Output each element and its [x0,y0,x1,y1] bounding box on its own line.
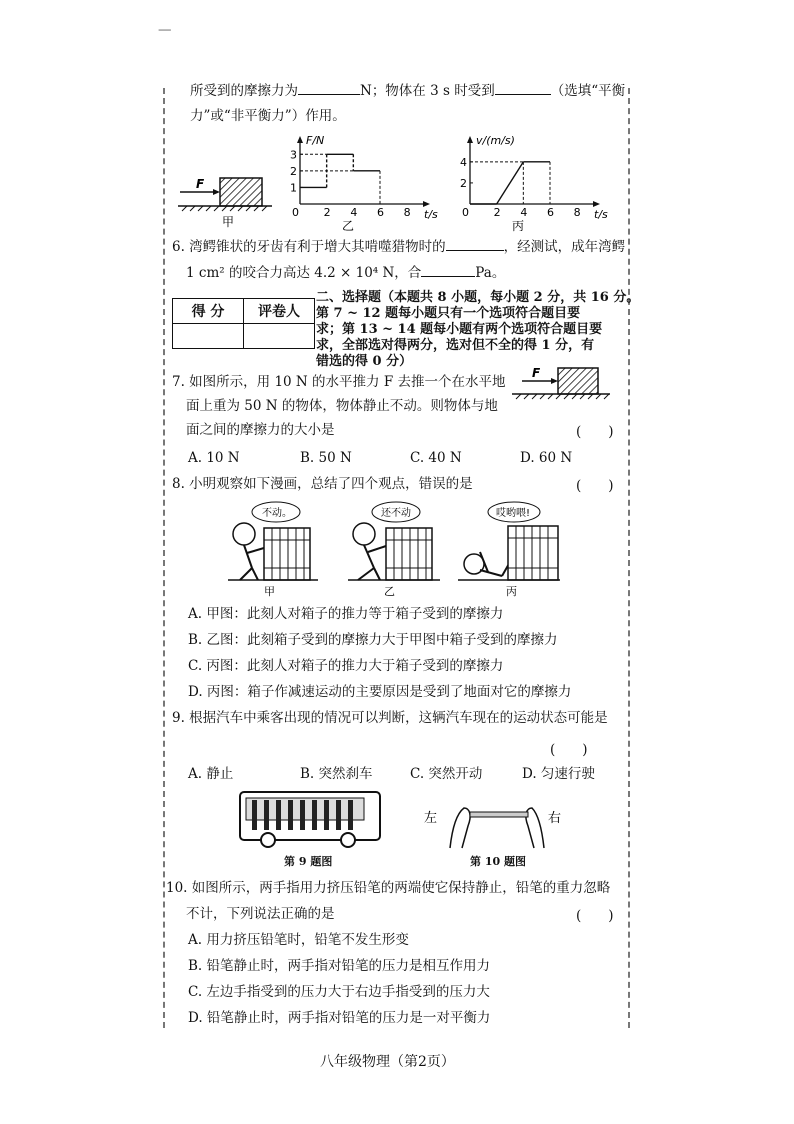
q7-line2: 面上重为 50 N 的物体，物体静止不动。则物体与地 [186,398,498,414]
bus-wheel [261,833,275,847]
section2-line1: 二、选择题（本题共 8 小题，每小题 2 分，共 16 分。 [316,290,640,305]
blank [298,80,360,95]
q9-option-c[interactable]: C. 突然开动 [410,766,483,782]
crate [386,528,432,580]
right-margin-line [628,88,630,1028]
panel-label: 甲 [264,585,275,598]
score-header: 得 分 [173,299,244,324]
q10-caption: 第 10 题图 [470,855,526,868]
x-tick-label: 0 [292,206,299,219]
chart-title: 丙 [512,219,525,233]
q7-option-a[interactable]: A. 10 N [188,450,240,466]
x-tick-label: 8 [403,206,411,219]
pencil [470,812,528,817]
person-leg [252,568,258,580]
fig-label-jia: 甲 [222,215,235,229]
q9-option-a[interactable]: A. 静止 [188,766,234,782]
series-segment [497,162,524,204]
q8-option-a[interactable]: A. 甲图：此刻人对箱子的推力等于箱子受到的摩擦力 [188,606,504,622]
panel-label: 乙 [384,585,395,598]
left-label: 左 [424,811,438,826]
q7-line3: 面之间的摩擦力的大小是 [186,422,335,438]
page-footer: 八年级物理（第2页） [320,1054,455,1070]
q5-line1: 所受到的摩擦力为 N；物体在 3 s 时受到 （选填“平衡 [190,80,625,101]
q7-option-b[interactable]: B. 50 N [300,450,352,466]
person-leg [374,568,380,580]
q7-option-d[interactable]: D. 60 N [520,450,573,466]
person-leg [240,568,252,580]
chart-title: 乙 [342,219,355,233]
q8-answer-paren[interactable]: ( ) [576,478,614,494]
bus-wheel [341,833,355,847]
grader-header: 评卷人 [244,299,315,324]
q9-option-d[interactable]: D. 匀速行驶 [522,766,595,782]
section2-line2: 第 7 ~ 12 题每小题只有一个选项符合题目要 [316,306,581,321]
panel-label: 丙 [506,585,517,598]
grader-cell[interactable] [244,324,315,349]
q7-line1: 7. 如图所示，用 10 N 的水平推力 F 去推一个在水平地 [172,374,506,390]
y-axis-label: v/(m/s) [476,134,515,147]
y-axis-arrow [467,136,473,143]
bubble-text: 哎哟喂! [496,508,531,519]
q10-option-d[interactable]: D. 铅笔静止时，两手指对铅笔的压力是一对平衡力 [188,1010,491,1026]
person-head [233,523,255,545]
section2-line5: 错选的得 0 分） [316,354,413,369]
chart-force-time [278,134,448,234]
x-axis-label: t/s [424,208,438,221]
q8-stem: 8. 小明观察如下漫画，总结了四个观点，错误的是 [172,476,473,492]
q7-figure [510,366,614,406]
cartoon-panel-jia [228,502,318,598]
cartoon-panel-bing [458,502,560,598]
q9-bus-figure [236,788,386,852]
bubble-text: 不动。 [262,508,292,519]
q10-option-c[interactable]: C. 左边手指受到的压力大于右边手指受到的压力大 [188,984,490,1000]
q10-option-a[interactable]: A. 用力挤压铅笔时，铅笔不发生形变 [188,932,409,948]
q5-figure-jia [176,170,276,230]
section2-line4: 求，全部选对得两分，选对但不全的得 1 分，有 [316,338,595,353]
left-margin-line [163,88,165,1028]
crate [264,528,310,580]
score-cell[interactable] [173,324,244,349]
force-label: F [532,366,541,380]
q6-line2: 1 cm² 的咬合力高达 4.2 × 10⁴ N，合 Pa。 [186,262,505,283]
force-label: F [196,177,205,191]
y-tick-label: 2 [460,176,467,190]
q9-caption: 第 9 题图 [284,855,333,868]
bubble-text: 还不动 [381,508,411,519]
person-leg [358,568,374,580]
y-tick-label: 4 [460,155,467,169]
q10-line2: 不计，下列说法正确的是 [186,906,335,922]
q8-option-c[interactable]: C. 丙图：此刻人对箱子的推力大于箱子受到的摩擦力 [188,658,504,674]
q10-line1: 10. 如图所示，两手指用力挤压铅笔的两端使它保持静止，铅笔的重力忽略 [166,880,611,896]
score-table [172,298,315,349]
block [220,178,262,206]
right-label: 右 [548,811,562,826]
q10-pencil-figure [420,796,580,852]
person-body [480,570,502,576]
q5-line2: 力”或“非平衡力”）作用。 [190,108,346,124]
q6-line1: 6. 湾鳄锥状的牙齿有利于增大其啃噬猎物时的 ，经测试，成年湾鳄 [172,236,625,257]
x-axis-arrow [423,201,430,207]
x-tick-label: 4 [520,206,528,219]
person-arms [368,546,386,552]
person-head [353,523,375,545]
block [558,368,598,394]
q7-answer-paren[interactable]: ( ) [576,424,614,440]
q8-option-d[interactable]: D. 丙图：箱子作减速运动的主要原因是受到了地面对它的摩擦力 [188,684,572,700]
cartoon-panel-yi [348,502,440,598]
y-tick-label: 2 [290,164,297,178]
blank [495,80,551,95]
q9-stem: 9. 根据汽车中乘客出现的情况可以判断，这辆汽车现在的运动状态可能是 [172,710,608,726]
q10-option-b[interactable]: B. 铅笔静止时，两手指对铅笔的压力是相互作用力 [188,958,491,974]
x-axis-label: t/s [594,208,608,221]
y-axis-label: F/N [306,134,325,147]
x-tick-label: 2 [323,206,331,219]
blank [421,262,475,277]
x-tick-label: 0 [462,206,469,219]
q7-option-c[interactable]: C. 40 N [410,450,462,466]
q8-option-b[interactable]: B. 乙图：此刻箱子受到的摩擦力大于甲图中箱子受到的摩擦力 [188,632,558,648]
x-tick-label: 6 [547,206,554,219]
x-tick-label: 2 [493,206,501,219]
person-body [244,545,252,568]
blank [446,236,504,251]
chart-velocity-time [448,134,618,234]
y-tick-label: 3 [290,148,297,162]
q9-answer-paren[interactable]: ( ) [550,742,588,758]
q10-answer-paren[interactable]: ( ) [576,908,614,924]
q9-option-b[interactable]: B. 突然刹车 [300,766,373,782]
passengers [252,800,353,830]
force-arrowhead [551,378,558,384]
section2-line3: 求；第 13 ~ 14 题每小题有两个选项符合题目要 [316,322,603,337]
person-arms [247,548,264,553]
person-body [364,545,374,568]
right-finger [526,808,544,848]
top-mark: — [158,22,172,38]
x-tick-label: 4 [350,206,358,219]
y-axis-arrow [297,136,303,143]
q8-cartoon [218,498,562,598]
x-axis-arrow [593,201,600,207]
y-tick-label: 1 [290,181,297,195]
left-finger [450,808,470,848]
force-arrowhead [213,189,220,195]
x-tick-label: 8 [573,206,581,219]
x-tick-label: 6 [377,206,384,219]
